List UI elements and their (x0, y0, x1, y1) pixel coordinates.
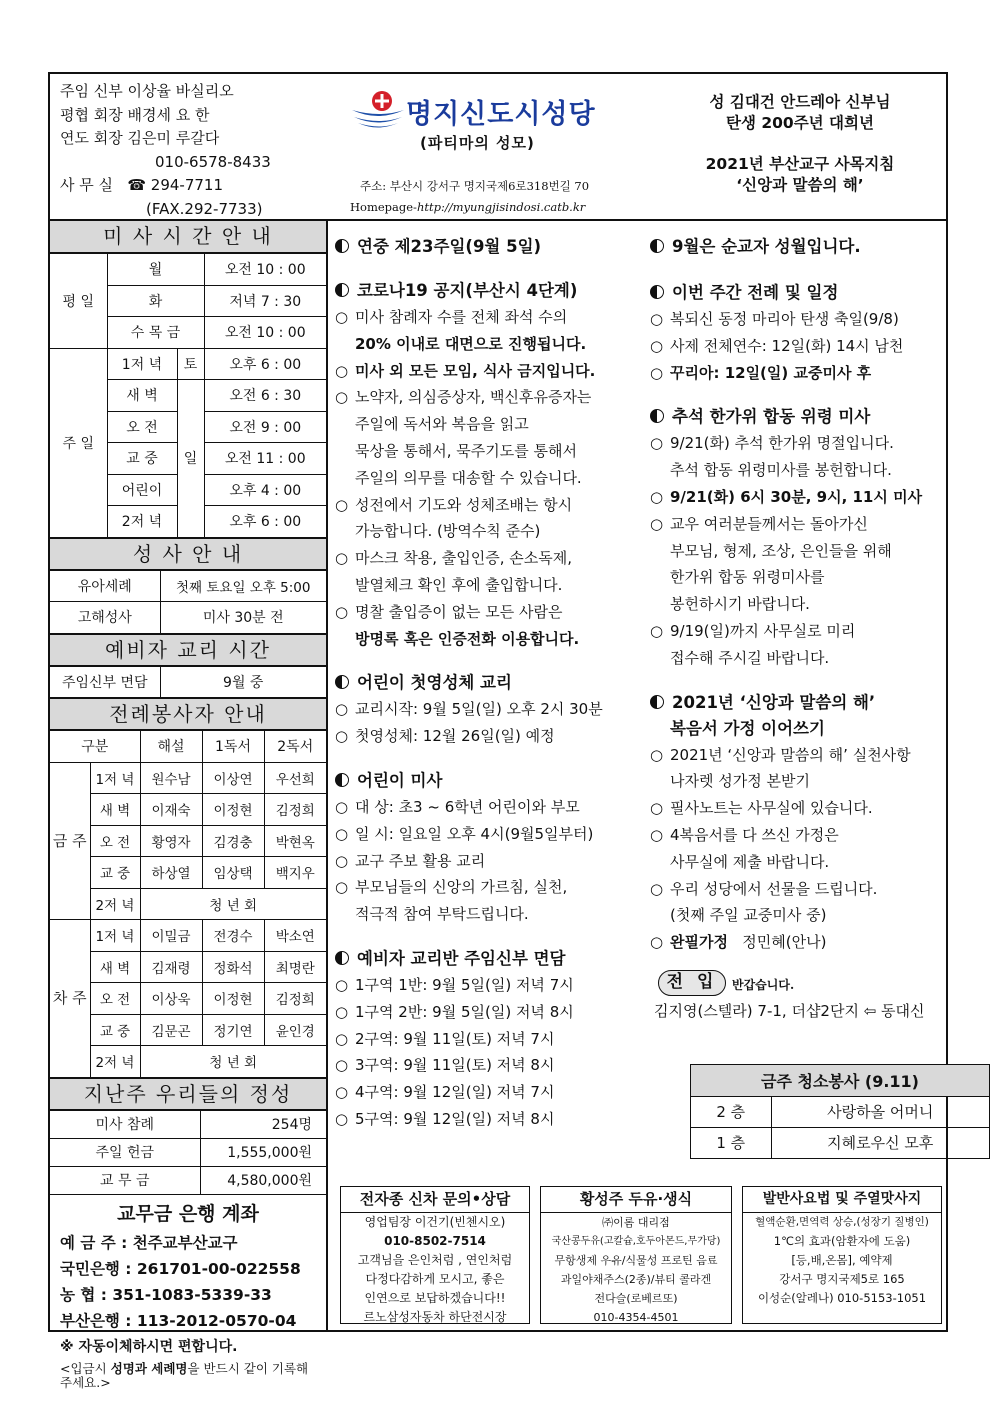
list-item: ○ 마스크 착용, 출입인증, 손소독제, (335, 549, 572, 568)
table-row (50, 1138, 326, 1166)
jubilee-line-1: 성 김대건 안드레아 신부님 (709, 93, 891, 111)
ad-line: 010-8502-7514 (384, 1234, 486, 1248)
server-reader1: 김경충 (202, 825, 264, 857)
server-reader1: 이상연 (202, 762, 264, 794)
table-row (691, 1096, 989, 1127)
ministry-phone: 010-6578-8433 (155, 152, 271, 171)
ad-line: [등,배,온몸], 예약제 (791, 1253, 893, 1267)
list-item: ○ 5구역: 9월 12일(일) 저녁 8시 (335, 1109, 555, 1128)
table-row (50, 951, 326, 983)
mass-name: 어린이 (107, 474, 177, 506)
bank-line: 부산은행 : 113-2012-0570-04 (60, 1311, 297, 1330)
server-mass: 새 벽 (90, 794, 140, 826)
section-heading (650, 280, 946, 306)
cleaning-group: 지혜로우신 모후 (771, 1127, 989, 1158)
mass-time: 오후 6 : 00 (204, 506, 326, 538)
mass-name: 2저 녁 (107, 506, 177, 538)
half-circle-icon (335, 951, 349, 965)
server-mass: 새 벽 (90, 951, 140, 983)
sacraments-title: 성 사 안 내 (50, 538, 326, 570)
mass-day: 수 목 금 (107, 317, 204, 349)
server-mass: 1저 녁 (90, 762, 140, 794)
guideline-theme: ‘신앙과 말씀의 해’ (736, 176, 864, 194)
half-circle-icon (335, 675, 349, 689)
list-item: ○ 교리시작: 9월 5일(일) 오후 2시 30분 (335, 700, 603, 719)
bank-note-b: 성명과 세례명 (110, 1360, 188, 1376)
table-row (50, 1014, 326, 1046)
list-item: 주일의 의무를 대송할 수 있습니다. (355, 468, 582, 487)
table-row (50, 857, 326, 889)
table-row (50, 1166, 326, 1194)
bank-line: 예 금 주 : 천주교부산교구 (60, 1233, 238, 1252)
server-reader1: 임상택 (202, 857, 264, 889)
jubilee-notice (660, 92, 940, 196)
mass-name: 오 전 (107, 411, 177, 443)
sacrament-time: 미사 30분 전 (160, 602, 326, 634)
table-row (50, 348, 326, 380)
new-parishioner-block (650, 968, 946, 1028)
mass-time: 오전 10 : 00 (204, 254, 326, 286)
ad-line: 전다슬(로베르또) (594, 1292, 678, 1305)
catechumen-title: 예비자 교리 시간 (50, 634, 326, 666)
half-circle-icon (335, 239, 349, 253)
left-column (50, 221, 328, 1390)
server-mass: 2저 녁 (90, 1046, 140, 1078)
section-heading (335, 768, 645, 794)
list-item: ○ 1구역 1반: 9월 5일(일) 저녁 7시 (335, 975, 574, 994)
mass-day: 일 (177, 380, 204, 538)
mass-time: 오후 4 : 00 (204, 474, 326, 506)
offering-name: 주일 헌금 (50, 1138, 200, 1166)
half-circle-icon (650, 285, 664, 299)
list-item: ○ 4복음서를 다 쓰신 가정은 (650, 825, 839, 844)
mass-time: 오전 10 : 00 (204, 317, 326, 349)
list-item: ○ 2021년 ‘신앙과 말씀의 해’ 실천사항 (650, 745, 911, 764)
list-item: 사무실에 제출 바랍니다. (670, 852, 830, 871)
column-header: 해설 (140, 731, 202, 763)
server-commentator: 김재령 (140, 951, 202, 983)
cleaning-table (691, 1065, 989, 1158)
next-week-label: 차 주 (50, 920, 90, 1078)
mass-time: 오전 9 : 00 (204, 411, 326, 443)
floor: 1 층 (691, 1127, 771, 1158)
bank-line: ※ 자동이체하시면 편합니다. (60, 1338, 238, 1355)
bulletin-page (48, 72, 948, 1390)
table-row (50, 570, 326, 602)
server-mass: 오 전 (90, 983, 140, 1015)
offering-value: 4,580,000원 (200, 1166, 326, 1194)
section-heading (335, 946, 645, 972)
list-item: ○ 9/19(일)까지 사무실로 미리 (650, 621, 856, 640)
ad-line: 혈액순환,면역력 상승,(성장기 질병인) (755, 1216, 929, 1228)
server-reader2: 백지우 (264, 857, 326, 889)
server-reader1: 정화석 (202, 951, 264, 983)
list-item: 발열체크 확인 후에 출입합니다. (355, 575, 563, 594)
mass-day: 화 (107, 285, 204, 317)
bank-note (60, 1362, 316, 1390)
ad-line: 고객님을 은인처럼 , 연인처럼 (357, 1253, 513, 1267)
server-reader2: 윤인경 (264, 1014, 326, 1046)
mass-time: 오후 6 : 00 (204, 348, 326, 380)
half-circle-icon (650, 695, 664, 709)
servers-title: 전례봉사자 안내 (50, 698, 326, 730)
list-item: ○ 교우 여러분들께서는 돌아가신 (650, 514, 868, 533)
homepage-label: Homepage- (350, 200, 417, 214)
list-item: ○ 첫영성체: 12월 26일(일) 예정 (335, 727, 555, 746)
server-mass: 2저 녁 (90, 888, 140, 920)
fax-line: (FAX.292-7733) (146, 199, 263, 218)
table-row (50, 983, 326, 1015)
table-row (50, 254, 326, 286)
move-in-badge: 전 입 (658, 970, 726, 996)
server-reader1: 정기연 (202, 1014, 264, 1046)
list-item: ○ 성전에서 기도와 성체조배는 항시 (335, 495, 573, 514)
sacraments-table (50, 570, 326, 634)
list-item: 부모님, 형제, 조상, 은인들을 위해 (670, 541, 892, 560)
welcome-text: 반갑습니다. (732, 977, 795, 992)
half-circle-icon (650, 409, 664, 423)
mass-name: 1저 녁 (107, 348, 177, 380)
list-item: ○ 미사 참례자 수를 전체 좌석 수의 (335, 308, 568, 326)
server-reader2: 김정희 (264, 794, 326, 826)
mass-times-table (50, 253, 326, 538)
column-header: 2독서 (264, 731, 326, 763)
list-item: 나자렛 성가정 본받기 (670, 772, 810, 791)
server-commentator: 김문곤 (140, 1014, 202, 1046)
list-item: ○ 필사노트는 사무실에 있습니다. (650, 799, 873, 818)
table-header-row (691, 1065, 989, 1096)
list-item: ○ 대 상: 초3 ~ 6학년 어린이와 부모 (335, 797, 580, 816)
mass-time: 오전 11 : 00 (204, 443, 326, 475)
mass-name: 교 중 (107, 443, 177, 475)
list-item: 주일에 독서와 복음을 읽고 (355, 415, 529, 434)
list-item: 적극적 참여 부탁드립니다. (355, 905, 529, 924)
table-row (50, 888, 326, 920)
parish-address: 주소: 부산시 강서구 명지국제6로318번길 70 (360, 179, 590, 193)
list-item: ○ 2구역: 9월 11일(토) 저녁 7시 (335, 1029, 555, 1048)
ad-car (340, 1186, 530, 1324)
server-youth: 청 년 회 (140, 1046, 326, 1078)
list-item: ○ 4구역: 9월 12일(일) 저녁 7시 (335, 1083, 555, 1102)
catechumen-table (50, 666, 326, 699)
list-item: ○ 노약자, 의심증상자, 백신후유증자는 (335, 388, 592, 407)
right-column (650, 234, 946, 1028)
list-item: 20% 이내로 대면으로 진행됩니다. (355, 334, 587, 353)
sacrament-time: 첫째 토요일 오후 5:00 (160, 570, 326, 602)
bank-line: 농 협 : 351-1083-5339-33 (60, 1285, 272, 1304)
mass-time: 오전 6 : 30 (204, 380, 326, 412)
list-item: 한가위 합동 위령미사를 (670, 568, 825, 587)
sacrament-name: 고해성사 (50, 602, 160, 634)
table-row (50, 920, 326, 952)
section-title: 이번 주간 전례 및 일정 (672, 283, 839, 302)
server-commentator: 원수남 (140, 762, 202, 794)
server-reader2: 우선희 (264, 762, 326, 794)
list-item: ○ 일 시: 일요일 오후 4시(9월5일부터) (335, 824, 594, 843)
mass-day: 토 (177, 348, 204, 380)
list-item: ○ 완필가정 정민혜(안나) (650, 933, 827, 952)
weekday-label: 평 일 (50, 254, 107, 349)
this-week-label: 금 주 (50, 762, 90, 920)
list-item: 방명록 혹은 인증전화 이용합니다. (355, 629, 580, 648)
mass-time: 저녁 7 : 30 (204, 285, 326, 317)
parish-logo (350, 88, 406, 132)
table-row (50, 762, 326, 794)
section-title: 예비자 교리반 주임신부 면담 (357, 948, 566, 968)
server-commentator: 하상열 (140, 857, 202, 889)
section-heading (650, 404, 946, 430)
ad-title: 전자종 신차 문의•상담 (341, 1187, 529, 1213)
ad-line: 국산콩두유(고칼슘,호두아몬드,무가당) (551, 1236, 721, 1247)
list-item: 접수해 주시길 바랍니다. (670, 648, 830, 667)
cleaning-duty-box (690, 1064, 990, 1159)
ad-soymilk (540, 1186, 732, 1324)
section-title: 어린이 미사 (357, 770, 443, 790)
table-row (50, 666, 326, 698)
ad-title: 발반사요법 및 주열맛사지 (743, 1187, 941, 1213)
list-item: 묵상을 통해서, 묵주기도를 통해서 (355, 441, 577, 460)
table-row (50, 794, 326, 826)
cleaning-group: 사랑하올 어머니 (771, 1096, 989, 1127)
cleaning-title: 금주 청소봉사 (9.11) (691, 1065, 989, 1096)
ad-line: 무항생제 우유/식물성 프로틴 음료 (554, 1254, 718, 1267)
table-row (50, 1110, 326, 1138)
mass-times-title: 미 사 시 간 안 내 (50, 221, 326, 253)
bank-note-c: 을 반드시 같이 기록해 주세요.> (60, 1360, 309, 1390)
ad-line: ㈜이롬 대리점 (602, 1216, 670, 1229)
parish-title-block (340, 82, 640, 217)
office-line (60, 174, 330, 198)
table-row (691, 1127, 989, 1158)
server-reader2: 김정희 (264, 983, 326, 1015)
half-circle-icon (335, 773, 349, 787)
list-item: ○ 복되신 동정 마리아 탄생 축일(9/8) (650, 310, 899, 328)
server-mass: 오 전 (90, 825, 140, 857)
server-mass: 교 중 (90, 1014, 140, 1046)
council-line: 평협 회장 배경세 요 한 (60, 105, 210, 124)
staff-info (60, 80, 330, 221)
half-circle-icon (650, 239, 664, 253)
list-item: ○ 꾸리아: 12일(일) 교중미사 후 (650, 363, 872, 382)
server-youth: 청 년 회 (140, 888, 326, 920)
server-commentator: 이밀금 (140, 920, 202, 952)
diocese-guideline: 2021년 부산교구 사목지침 (705, 155, 895, 173)
server-reader1: 이정현 (202, 983, 264, 1015)
jubilee-line-2: 탄생 200주년 대희년 (726, 114, 874, 132)
floor: 2 층 (691, 1096, 771, 1127)
advertisements (340, 1186, 944, 1326)
section-heading (335, 278, 645, 304)
server-reader2: 박현옥 (264, 825, 326, 857)
parish-name: 명지신도시성당 (406, 99, 596, 130)
section-title: 추석 한가위 합동 위령 미사 (672, 407, 871, 427)
list-item: 봉헌하시기 바랍니다. (670, 595, 810, 614)
half-circle-icon (335, 283, 349, 297)
server-reader2: 박소연 (264, 920, 326, 952)
sacrament-name: 유아세례 (50, 570, 160, 602)
parish-subtitle: (파티마의 성모) (420, 134, 535, 152)
bank-accounts (50, 1195, 326, 1390)
list-item: ○ 교구 주보 활용 교리 (335, 851, 486, 870)
bank-line: 국민은행 : 261701-00-022558 (60, 1259, 301, 1278)
bank-title: 교무금 은행 계좌 (117, 1202, 259, 1225)
ad-title: 황성주 두유·생식 (541, 1187, 731, 1213)
offering-title: 지난주 우리들의 정성 (50, 1078, 326, 1110)
server-reader2: 최명란 (264, 951, 326, 983)
server-mass: 교 중 (90, 857, 140, 889)
section-heading (335, 670, 645, 696)
list-item: (첫째 주일 교중미사 중) (670, 906, 827, 925)
ad-line: 1℃의 효과(암환자에 도움) (773, 1234, 911, 1248)
ad-line: 010-4354-4501 (593, 1311, 679, 1324)
server-reader1: 전경수 (202, 920, 264, 952)
list-item: 가능합니다. (방역수칙 준수) (355, 522, 541, 541)
office-phone: 294-7711 (150, 176, 224, 194)
section-title: 코로나19 공지(부산시 4단계) (357, 281, 578, 300)
ad-line: 영업팀장 이건기(빈첸시오) (364, 1215, 506, 1229)
sunday-label: 주 일 (50, 348, 107, 537)
list-item: ○ 3구역: 9월 11일(토) 저녁 8시 (335, 1056, 555, 1075)
server-mass: 1저 녁 (90, 920, 140, 952)
table-header-row (50, 731, 326, 763)
table-row (50, 1046, 326, 1078)
phone-icon: ☎ (127, 176, 147, 194)
new-parishioner-line: 김지영(스텔라) 7-1, 더샵2단지 ⇦ 동대신 (654, 1001, 925, 1020)
section-title: 연중 제23주일(9월 5일) (357, 237, 542, 256)
section-title: 2021년 ‘신앙과 말씀의 해’ (672, 692, 876, 712)
ad-line: 과일야채주스(2종)/뷰티 콜라겐 (560, 1273, 712, 1286)
bank-note-a: <입금시 (60, 1360, 111, 1376)
mass-day: 월 (107, 254, 204, 286)
section-subtitle: 복음서 가정 이어쓰기 (670, 718, 825, 738)
ad-line: 다정다감하게 모시고, 좋은 (365, 1272, 505, 1286)
section-title: 어린이 첫영성체 교리 (357, 673, 512, 693)
list-item: 추석 합동 위령미사를 봉헌합니다. (670, 461, 892, 480)
ad-line: 이성순(알레나) 010-5153-1051 (757, 1291, 927, 1305)
ad-line: 인연으로 보답하겠습니다!! (364, 1291, 506, 1305)
list-item: ○ 미사 외 모든 모임, 식사 금지입니다. (335, 361, 596, 380)
section-title: 9월은 순교자 성월입니다. (672, 237, 861, 256)
list-item: ○ 1구역 2반: 9월 5일(일) 저녁 8시 (335, 1002, 574, 1021)
server-commentator: 이상욱 (140, 983, 202, 1015)
servers-table (50, 730, 326, 1078)
ad-line: 르노삼성자동차 하단전시장 (363, 1310, 507, 1324)
catechumen-time: 9월 중 (160, 666, 326, 698)
column-header: 구분 (50, 731, 140, 763)
offering-name: 교 무 금 (50, 1166, 200, 1194)
section-heading (335, 234, 645, 260)
list-item: ○ 9/21(화) 6시 30분, 9시, 11시 미사 (650, 487, 923, 506)
offering-name: 미사 참례 (50, 1110, 200, 1138)
section-heading (650, 690, 946, 716)
list-item: ○ 우리 성당에서 선물을 드립니다. (650, 879, 878, 898)
homepage-line (350, 200, 585, 214)
ad-line: 강서구 명지국제5로 165 (779, 1272, 905, 1286)
server-reader1: 이정현 (202, 794, 264, 826)
offering-table (50, 1110, 326, 1195)
list-item: ○ 명찰 출입증이 없는 모든 사람은 (335, 602, 563, 621)
table-row (50, 825, 326, 857)
server-commentator: 황영자 (140, 825, 202, 857)
ministry-line: 연도 회장 김은미 루갈다 (60, 129, 220, 147)
list-item: ○ 사제 전체연수: 12일(화) 14시 남천 (650, 336, 904, 355)
homepage-link[interactable]: http://myungjisindosi.catb.kr (416, 200, 586, 214)
bulletin-header (50, 74, 946, 221)
table-row (50, 602, 326, 634)
mass-name: 새 벽 (107, 380, 177, 412)
column-header: 1독서 (202, 731, 264, 763)
catechumen-name: 주임신부 면담 (50, 666, 160, 698)
pastor-line: 주임 신부 이상율 바실리오 (60, 82, 234, 100)
offering-value: 254명 (200, 1110, 326, 1138)
offering-value: 1,555,000원 (200, 1138, 326, 1166)
ad-massage (742, 1186, 942, 1324)
middle-column (335, 234, 645, 1133)
section-heading (650, 234, 946, 260)
list-item: ○ 9/21(화) 추석 한가위 명절입니다. (650, 434, 894, 453)
server-commentator: 이재숙 (140, 794, 202, 826)
list-item: ○ 부모님들의 신앙의 가르침, 실천, (335, 878, 568, 897)
office-label: 사 무 실 (60, 176, 114, 194)
